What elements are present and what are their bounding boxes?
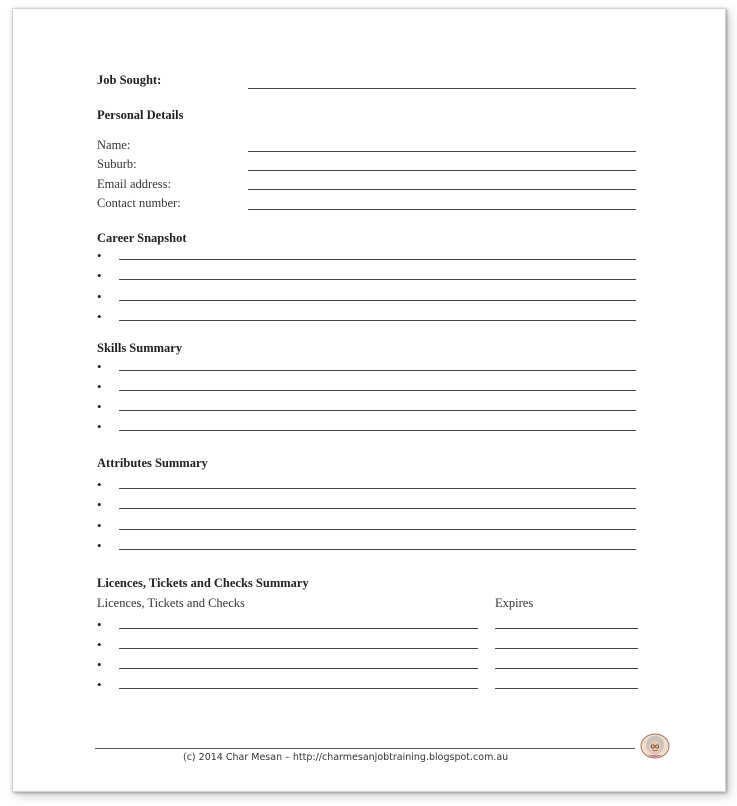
bullet: •	[97, 309, 102, 324]
bullet: •	[97, 518, 102, 533]
name-line	[248, 151, 636, 152]
bullet: •	[97, 419, 102, 434]
skills-summary-heading: Skills Summary	[97, 341, 183, 355]
suburb-line	[248, 170, 636, 171]
email-line	[248, 189, 636, 190]
personal-details-heading: Personal Details	[97, 108, 184, 122]
bullet: •	[97, 657, 102, 672]
bullet: •	[97, 379, 102, 394]
skills-line	[119, 410, 636, 411]
bullet: •	[97, 359, 102, 374]
expires-column-label: Expires	[495, 596, 534, 610]
bullet: •	[97, 248, 102, 263]
bullet: •	[97, 617, 102, 632]
name-label: Name:	[97, 138, 131, 152]
bullet: •	[97, 399, 102, 414]
career-line	[119, 279, 636, 280]
attributes-line	[119, 508, 636, 509]
document-page	[12, 8, 726, 792]
expires-line	[495, 668, 638, 669]
skills-line	[119, 390, 636, 391]
bullet: •	[97, 497, 102, 512]
skills-line	[119, 370, 636, 371]
career-line	[119, 320, 636, 321]
licences-heading: Licences, Tickets and Checks Summary	[97, 576, 309, 590]
licence-line	[119, 668, 478, 669]
contact-number-line	[248, 209, 636, 210]
licence-line	[119, 628, 478, 629]
career-snapshot-heading: Career Snapshot	[97, 231, 187, 245]
footer-rule	[95, 748, 635, 749]
bullet: •	[97, 637, 102, 652]
job-sought-label: Job Sought:	[97, 73, 162, 87]
bullet: •	[97, 677, 102, 692]
licences-column-label: Licences, Tickets and Checks	[97, 596, 245, 610]
bullet: •	[97, 477, 102, 492]
licence-line	[119, 688, 478, 689]
email-label: Email address:	[97, 177, 171, 191]
bullet: •	[97, 289, 102, 304]
suburb-label: Suburb:	[97, 157, 137, 171]
attributes-summary-heading: Attributes Summary	[97, 456, 208, 470]
contact-number-label: Contact number:	[97, 196, 181, 210]
career-line	[119, 300, 636, 301]
licence-line	[119, 648, 478, 649]
skills-line	[119, 430, 636, 431]
expires-line	[495, 688, 638, 689]
footer-copyright: (c) 2014 Char Mesan – http://charmesanjobtraining.blogspot.com.au	[183, 752, 509, 763]
career-line	[119, 259, 636, 260]
attributes-line	[119, 529, 636, 530]
bullet: •	[97, 268, 102, 283]
attributes-line	[119, 549, 636, 550]
bullet: •	[97, 538, 102, 553]
job-sought-line	[248, 88, 636, 89]
attributes-line	[119, 488, 636, 489]
expires-line	[495, 628, 638, 629]
avatar-icon	[640, 733, 670, 759]
expires-line	[495, 648, 638, 649]
